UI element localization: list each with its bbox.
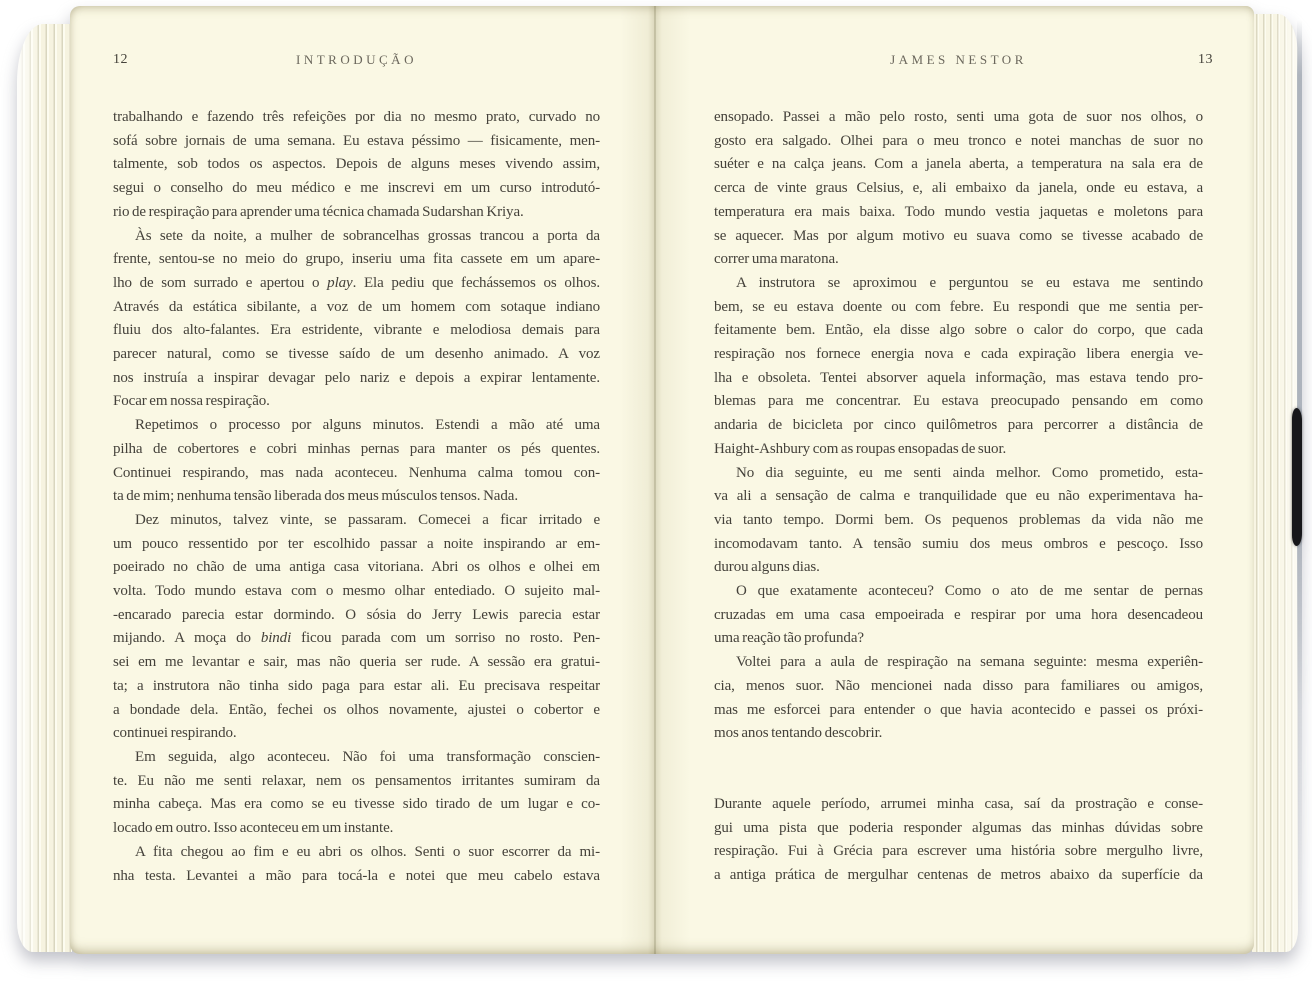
paragraph	[113, 841, 600, 888]
paragraph	[113, 106, 600, 225]
text-line: segui o conselho do meu médico e me inscrevi em um curso introdutó-	[113, 180, 600, 197]
text-line: Através da estática sibilante, a voz de um homem com sotaque indiano	[113, 298, 600, 315]
text-line: um pouco ressentido por ter escolhido passar a noite inspirando ar em-	[113, 535, 600, 552]
text-line: lha e obsoleta. Tentei absorver aquela informação, mas estava tendo pro-	[714, 369, 1203, 386]
text-line: andaria de bicicleta por cinco quilômetros para percorrer a distância de	[714, 417, 1203, 434]
text-line: Voltei para a aula de respiração na semana seguinte: mesma experiên-	[736, 654, 1203, 671]
text-line: mos anos tentando descobrir.	[714, 725, 883, 742]
text-line: se aquecer. Mas por algum motivo eu suava como se tivesse acabado de	[714, 227, 1203, 244]
text-line: pilha de cobertores e cobri minhas pernas para manter os pés quentes.	[113, 440, 600, 457]
text-line: Às sete da noite, a mulher de sobrancelhas grossas trancou a porta da	[135, 227, 600, 244]
text-line: cerca de vinte graus Celsius, e, ali embaixo da janela, onde eu estava, a	[714, 180, 1203, 197]
text-line: Dez minutos, talvez vinte, se passaram. Comecei a ficar irritado e	[135, 511, 600, 528]
text-line: correr uma maratona.	[714, 251, 839, 268]
text-line: frente, sentou-se no meio do grupo, inseriu uma fita cassete em um apare-	[113, 251, 600, 268]
text-line: Haight-Ashbury com as roupas ensopadas de suor.	[714, 440, 1007, 457]
text-line: Continuei respirando, mas nada aconteceu. Nenhuma calma tomou con-	[113, 464, 600, 481]
text-line: sofá sobre jornais de uma semana. Eu estava péssimo — fisicamente, men-	[113, 132, 600, 149]
text-line: cruzadas em uma casa empoeirada e respirar por uma hora desencadeou	[714, 606, 1203, 623]
text-line: temperatura era mais baixa. Todo mundo vestia jaquetas e moletons para	[714, 203, 1203, 220]
text-line: talmente, sob todos os aspectos. Depois de alguns meses vivendo assim,	[113, 156, 600, 173]
text-line: ta; a instrutora não tinha sido paga para estar ali. Eu precisava respeitar	[113, 677, 600, 694]
text-line: feitamente bem. Então, ela disse algo sobre o calor do corpo, que cada	[714, 322, 1203, 339]
text-line: continuei respirando.	[113, 725, 237, 742]
page-text-left	[113, 106, 600, 888]
text-line: A fita chegou ao fim e eu abri os olhos. Senti o suor escorrer da mi-	[135, 843, 600, 860]
text-line: O que exatamente aconteceu? Como o ato de me sentar de pernas	[736, 583, 1203, 600]
text-line: respiração nos fornece energia nova e cada expiração libera energia ve-	[714, 346, 1203, 363]
text-line: ensopado. Passei a mão pelo rosto, senti uma gota de suor nos olhos, o	[714, 109, 1203, 125]
text-line: rio de respiração para aprender uma técnica chamada Sudarshan Kriya.	[113, 203, 524, 220]
text-line: via tanto tempo. Dormi bem. Os pequenos problemas da vida não me	[714, 511, 1203, 528]
text-line: No dia seguinte, eu me senti ainda melhor. Como prometido, esta-	[736, 464, 1203, 481]
text-line: bem, se eu estava doente ou com febre. Eu respondi que me sentia per-	[714, 298, 1203, 315]
text-line: incomodavam tanto. A tensão sumiu dos meus ombros e pescoço. Isso	[714, 535, 1203, 552]
page-13	[714, 6, 1213, 954]
paragraph	[113, 225, 600, 415]
text-line: lho de som surrado e apertou o play. Ela pediu que fechássemos os olhos.	[113, 274, 601, 291]
running-header-right: JAMES NESTOR	[890, 52, 1027, 67]
paragraph	[714, 793, 1203, 888]
text-line: fluiu dos alto-falantes. Era estridente, vibrante e melodiosa demais para	[113, 322, 600, 339]
text-line: va ali a sensação de calma e tranquilidade que eu não experimentava ha-	[714, 488, 1203, 505]
text-line: blemas para me concentrar. Eu estava preocupado pensando em como	[714, 393, 1203, 410]
text-line: Focar em nossa respiração.	[113, 393, 270, 410]
text-line: locado em outro. Isso aconteceu em um instante.	[113, 820, 394, 837]
text-line: suéter e na calça jeans. Com a janela aberta, a temperatura na sala era de	[714, 156, 1203, 173]
paragraph	[113, 509, 600, 746]
text-line: cia, menos suor. Não mencionei nada disso para familiares ou amigos,	[714, 677, 1203, 694]
text-line: sei em me levantar e sair, mas não queria ser rude. A sessão era gratui-	[113, 654, 600, 671]
text-line: a bondade dela. Então, fechei os olhos novamente, ajustei o cobertor e	[113, 701, 600, 718]
page-header-right	[714, 52, 1213, 72]
text-line: nha testa. Levantei a mão para tocá-la e notei que meu cabelo estava	[113, 867, 600, 884]
paragraph	[113, 414, 600, 509]
text-line: volta. Todo mundo estava com o mesmo olhar entediado. O sujeito mal-	[113, 583, 600, 600]
paragraph	[714, 651, 1203, 746]
text-line: a antiga prática de mergulhar centenas de metros abaixo da superfície da	[714, 867, 1203, 884]
text-line: gui uma pista que poderia responder algumas das minhas dúvidas sobre	[714, 819, 1203, 836]
text-line: te. Eu não me senti relaxar, nem os pensamentos irritantes sumiram da	[113, 772, 600, 789]
text-line: uma reação tão profunda?	[714, 630, 864, 647]
text-line: ta de mim; nenhuma tensão liberada dos meus músculos tensos. Nada.	[113, 488, 518, 505]
paragraph	[714, 462, 1203, 581]
text-line: minha cabeça. Mas era como se eu tivesse sido tirado de um lugar e co-	[113, 796, 600, 813]
text-line: Em seguida, algo aconteceu. Não foi uma transformação conscien-	[135, 748, 600, 765]
text-line: mas me esforcei para entender o que havia acontecido e passei os próxi-	[714, 701, 1203, 718]
text-line: trabalhando e fazendo três refeições por dia no mesmo prato, curvado no	[113, 109, 600, 125]
text-line: mijando. A moça do bindi ficou parada com um sorriso no rosto. Pen-	[113, 630, 600, 647]
paragraph	[714, 272, 1203, 462]
page-number-right: 13	[1198, 52, 1213, 67]
page-number-left: 12	[113, 52, 128, 67]
text-line: -encarado parecia estar dormindo. O sósia do Jerry Lewis parecia estar	[113, 606, 600, 623]
text-line: Repetimos o processo por alguns minutos. Estendi a mão até uma	[135, 417, 600, 434]
text-line: respiração. Fui à Grécia para escrever uma história sobre mergulho livre,	[714, 843, 1203, 860]
left-page-stack-edges	[17, 24, 72, 952]
book-gutter-shadow	[620, 6, 690, 954]
text-line: durou alguns dias.	[714, 559, 820, 576]
running-header-left: INTRODUÇÃO	[296, 52, 417, 67]
text-line: Durante aquele período, arrumei minha casa, saí da prostração e conse-	[714, 795, 1203, 812]
page-spread	[70, 6, 1254, 954]
text-line: poeirado no chão de uma antiga casa vitoriana. Abri os olhos e olhei em	[113, 559, 600, 576]
page-12	[113, 6, 600, 954]
book-cover-dark-edge	[1292, 408, 1302, 546]
open-book	[14, 6, 1306, 958]
page-header-left	[113, 52, 600, 72]
text-line: A instrutora se aproximou e perguntou se eu estava me sentindo	[736, 274, 1203, 291]
paragraph	[714, 106, 1203, 272]
page-text-right	[714, 106, 1203, 888]
text-line: parecer natural, como se tivesse saído de um desenho animado. A voz	[113, 346, 600, 363]
text-line: nos instruía a inspirar devagar pelo nariz e depois a expirar lentamente.	[113, 369, 600, 386]
paragraph	[113, 746, 600, 841]
paragraph	[714, 580, 1203, 651]
text-line: gosto era salgado. Olhei para o meu tronco e notei manchas de suor no	[714, 132, 1203, 149]
